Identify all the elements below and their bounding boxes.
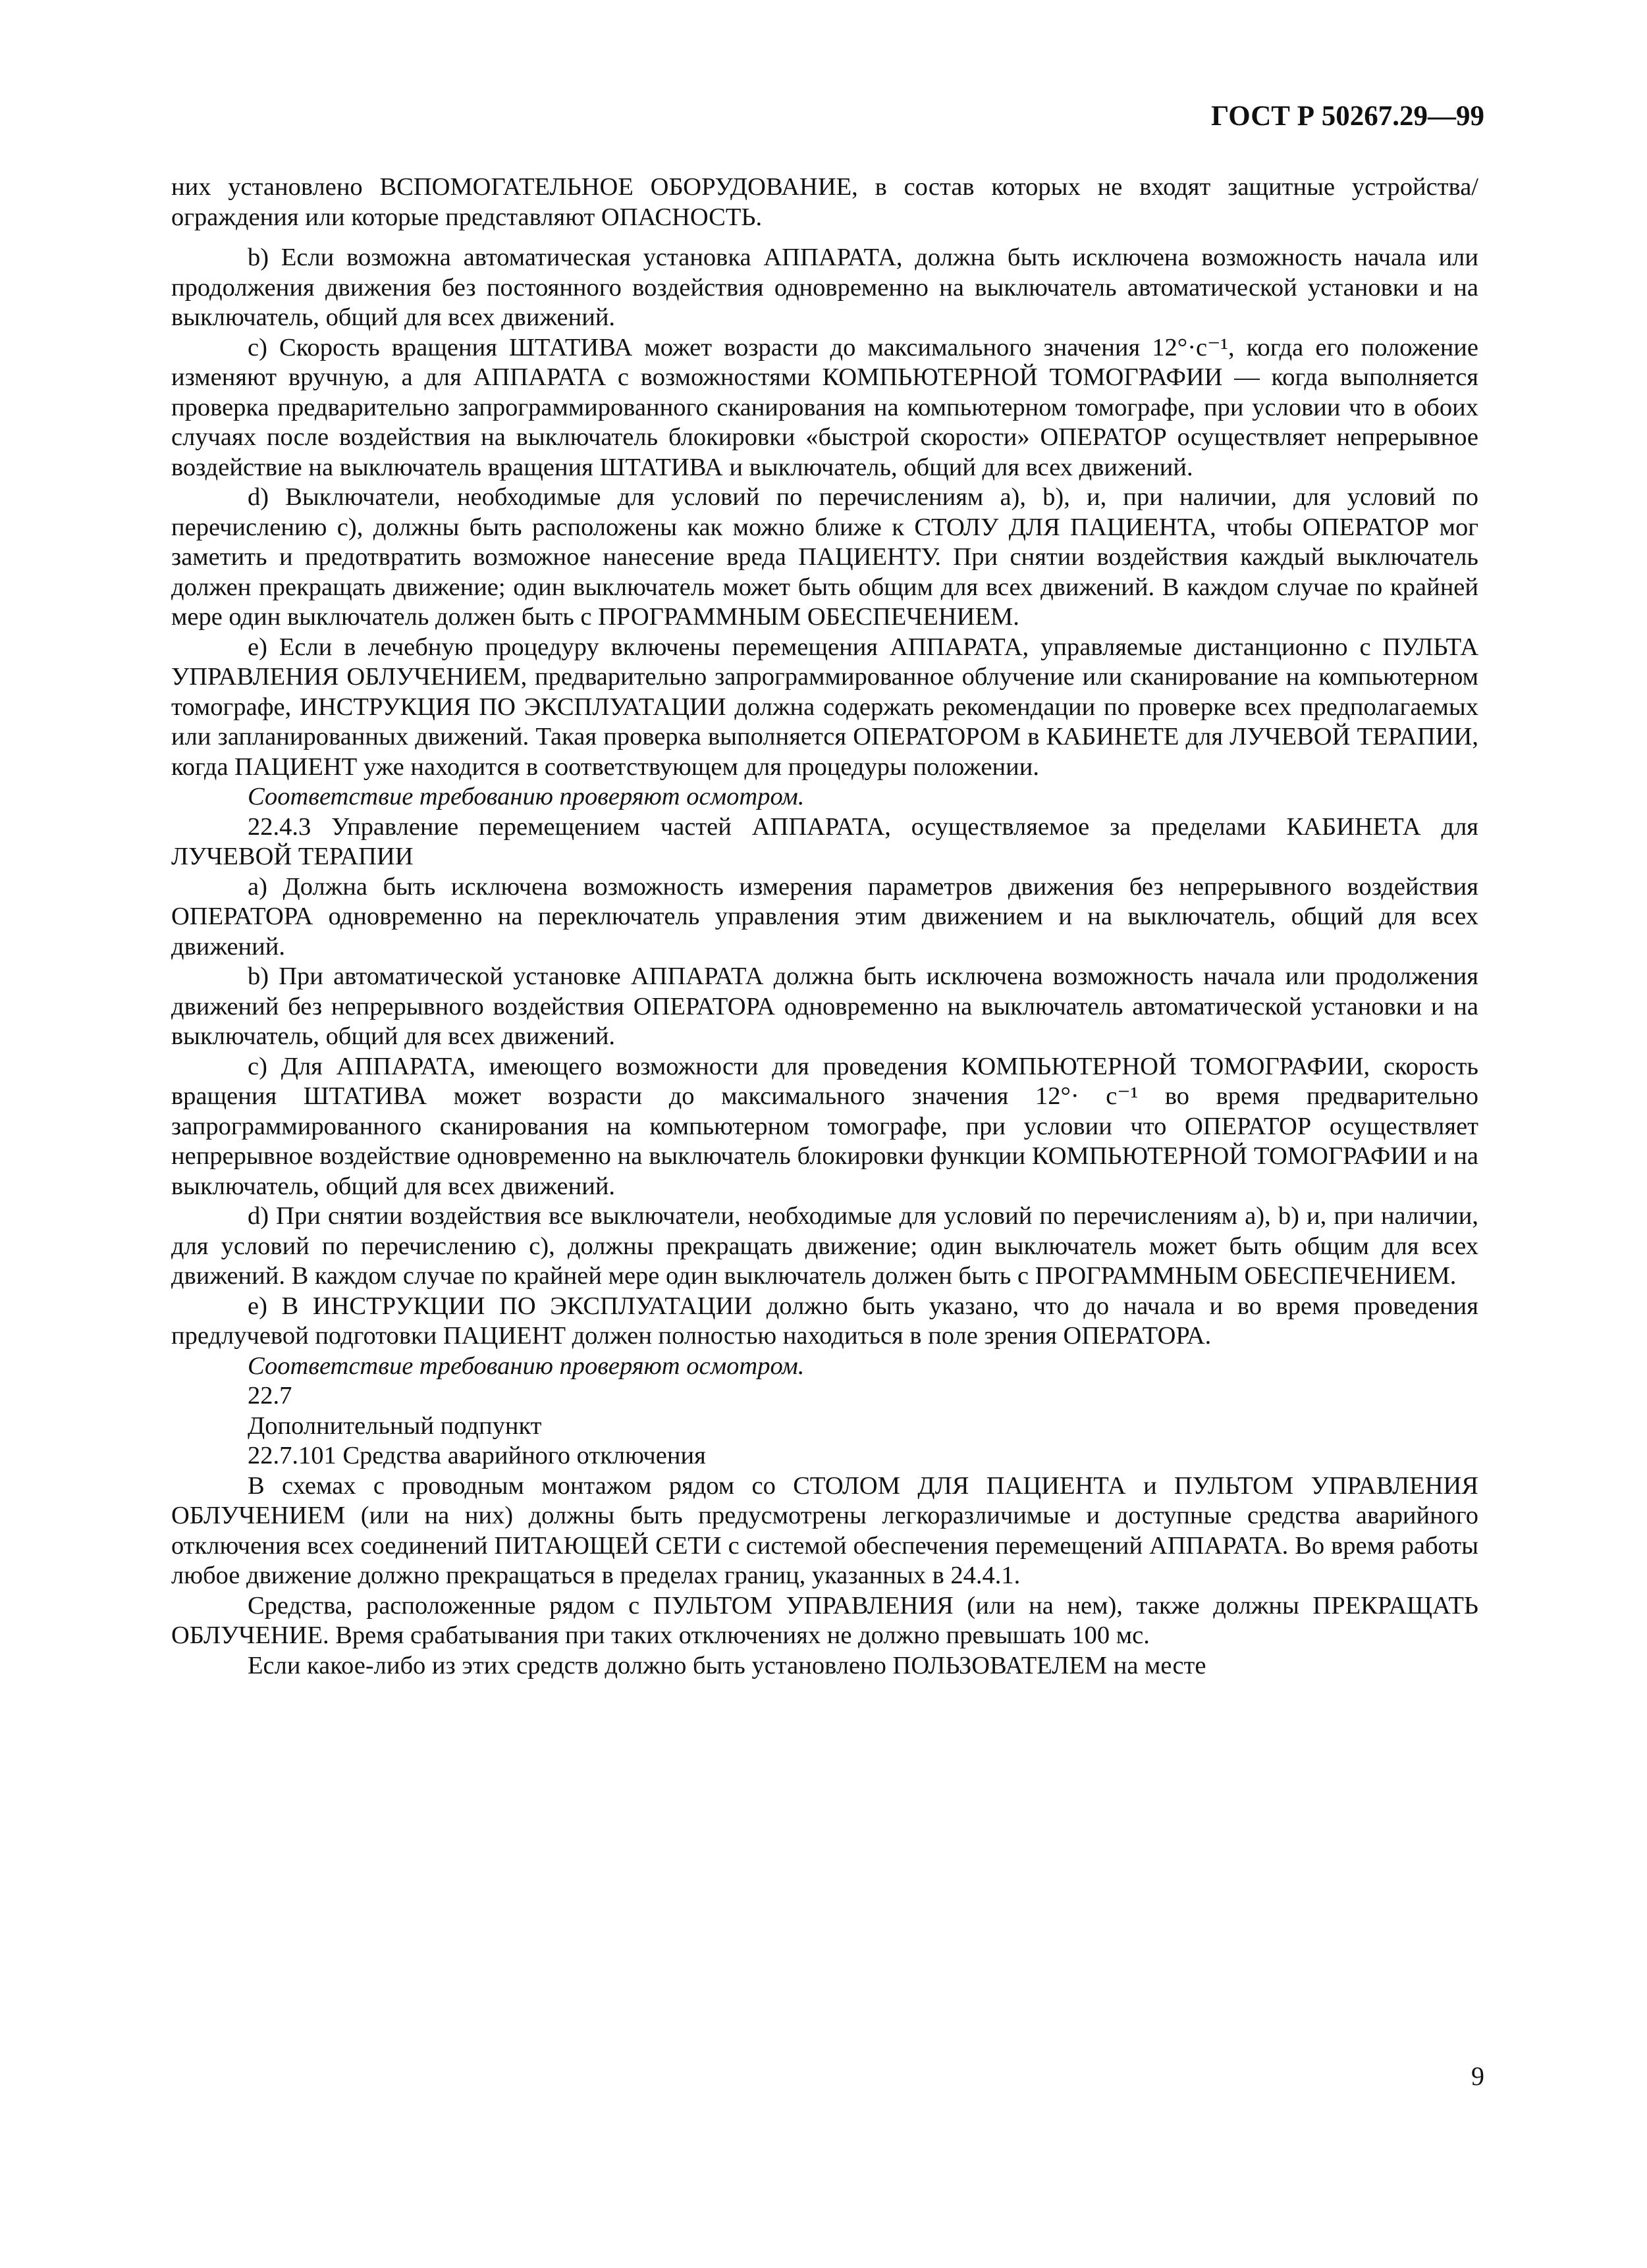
paragraph-item-d: d) При снятии воздействия все выключатели, необходимые для условий по перечислениям a), b) и, при наличии, для условий по перечислению c), должны прекращать движение; один выключатель может быть общим для всех движений. В каждом случае по крайней мере один выключатель должен быть с ПРОГРАММНЫМ ОБЕСПЕЧЕНИЕМ. [171,1202,1478,1290]
section-heading-22-7-101: 22.7.101 Средства аварийного отключения [248,1442,706,1469]
paragraph-item-e: e) Если в лечебную процедуру включены перемещения АППАРАТА, управляемые дистанционно с ПУЛЬТА УПРАВЛЕНИЯ ОБЛУЧЕНИЕМ, предварительно запрограммированное облучение или сканирование на компьютерном томографе, ИНСТРУКЦИЯ ПО ЭКСПЛУАТАЦИИ должна содержать рекомендации по проверке всех предполагаемых или запланированных движений. Такая проверка выполняется ОПЕРАТОРОМ в КАБИНЕТЕ для ЛУЧЕВОЙ ТЕРАПИИ, когда ПАЦИЕНТ уже находится в соответствующем для процедуры положении. [171,633,1478,781]
paragraph-item-c: c) Для АППАРАТА, имеющего возможности для проведения КОМПЬЮТЕРНОЙ ТОМОГРАФИИ, скорость вращения ШТАТИВА может возрасти до максимального значения 12°· с⁻¹ во время предварительно запрограммированного сканирования на компьютерном томографе, при условии что ОПЕРАТОР осуществляет непрерывное воздействие одновременно на выключатель блокировки функции КОМПЬЮТЕРНОЙ ТОМОГРАФИИ и на выключатель, общий для всех движений. [171,1052,1478,1200]
compliance-note: Соответствие требованию проверяют осмотром. [248,783,805,810]
paragraph-emergency-means: В схемах с проводным монтажом рядом со СТОЛОМ ДЛЯ ПАЦИЕНТА и ПУЛЬТОМ УПРАВЛЕНИЯ ОБЛУЧЕНИЕМ (или на них) должны быть предусмотрены легкоразличимые и доступные средства аварийного отключения всех соединений ПИТАЮЩЕЙ СЕТИ с системой обеспечения перемещений АППАРАТА. Во время работы любое движение должно прекращаться в пределах границ, указанных в 24.4.1. [171,1471,1478,1589]
paragraph-item-b: b) При автоматической установке АППАРАТА должна быть исключена возможность начала или продолжения движений без непрерывного воздействия ОПЕРАТОРА одновременно на выключатель автоматической установки и на выключатель, общий для всех движений. [171,963,1478,1050]
paragraph-item-b: b) Если возможна автоматическая установка АППАРАТА, должна быть исключена возможность начала или продолжения движения без постоянного воздействия одновременно на выключатель автоматической установки и на выключатель, общий для всех движений. [171,244,1478,331]
paragraph-user-installation: Если какое-либо из этих средств должно быть установлено ПОЛЬЗОВАТЕЛЕМ на месте [248,1651,1206,1679]
paragraph-item-d: d) Выключатели, необходимые для условий по перечислениям a), b), и, при наличии, для условий по перечислению c), должны быть расположены как можно ближе к СТОЛУ ДЛЯ ПАЦИЕНТА, чтобы ОПЕРАТОР мог заметить и предотвратить возможное нанесение вреда ПАЦИЕНТУ. При снятии воздействия каждый выключатель должен прекращать движение; один выключатель может быть общим для всех движений. В каждом случае по крайней мере один выключатель должен быть с ПРОГРАММНЫМ ОБЕСПЕЧЕНИЕМ. [171,483,1478,631]
paragraph-item-e: e) В ИНСТРУКЦИИ ПО ЭКСПЛУАТАЦИИ должно быть указано, что до начала и во время проведения предлучевой подготовки ПАЦИЕНТ должен полностью находиться в поле зрения ОПЕРАТОРА. [171,1292,1478,1350]
section-number-22-7: 22.7 [248,1382,292,1410]
compliance-note: Соответствие требованию проверяют осмотром. [248,1352,805,1380]
section-heading-22-4-3: 22.4.3 Управление перемещением частей АППАРАТА, осуществляемое за пределами КАБИНЕТА для ЛУЧЕВОЙ ТЕРАПИИ [171,812,1478,870]
paragraph-item-c: c) Скорость вращения ШТАТИВА может возрасти до максимального значения 12°·с⁻¹, когда его положение изменяют вручную, а для АППАРАТА с возможностями КОМПЬЮТЕРНОЙ ТОМОГРАФИИ — когда выполняется проверка предварительно запрограммированного сканирования на компьютерном томографе, при условии что в обоих случаях после воздействия на выключатель блокировки «быстрой скорости» ОПЕРАТОР осуществляет непрерывное воздействие на выключатель вращения ШТАТИВА и выключатель, общий для всех движений. [171,333,1478,481]
paragraph-control-panel: Средства, расположенные рядом с ПУЛЬТОМ УПРАВЛЕНИЯ (или на нем), также должны ПРЕКРАЩАТЬ ОБЛУЧЕНИЕ. Время срабатывания при таких отключениях не должно превышать 100 мс. [171,1591,1478,1649]
standard-number-header: ГОСТ Р 50267.29—99 [1210,101,1484,132]
paragraph-continuation: них установлено ВСПОМОГАТЕЛЬНОЕ ОБОРУДОВАНИЕ, в состав которых не входят защитные устройства/ограждения или которые представляют ОПАСНОСТЬ. [171,173,1478,231]
document-body [171,172,1478,1681]
page-number: 9 [1471,2061,1484,2091]
paragraph-item-a: a) Должна быть исключена возможность измерения параметров движения без непрерывного воздействия ОПЕРАТОРА одновременно на переключатель управления этим движением и на выключатель, общий для всех движений. [171,872,1478,961]
subsection-label: Дополнительный подпункт [248,1411,542,1440]
